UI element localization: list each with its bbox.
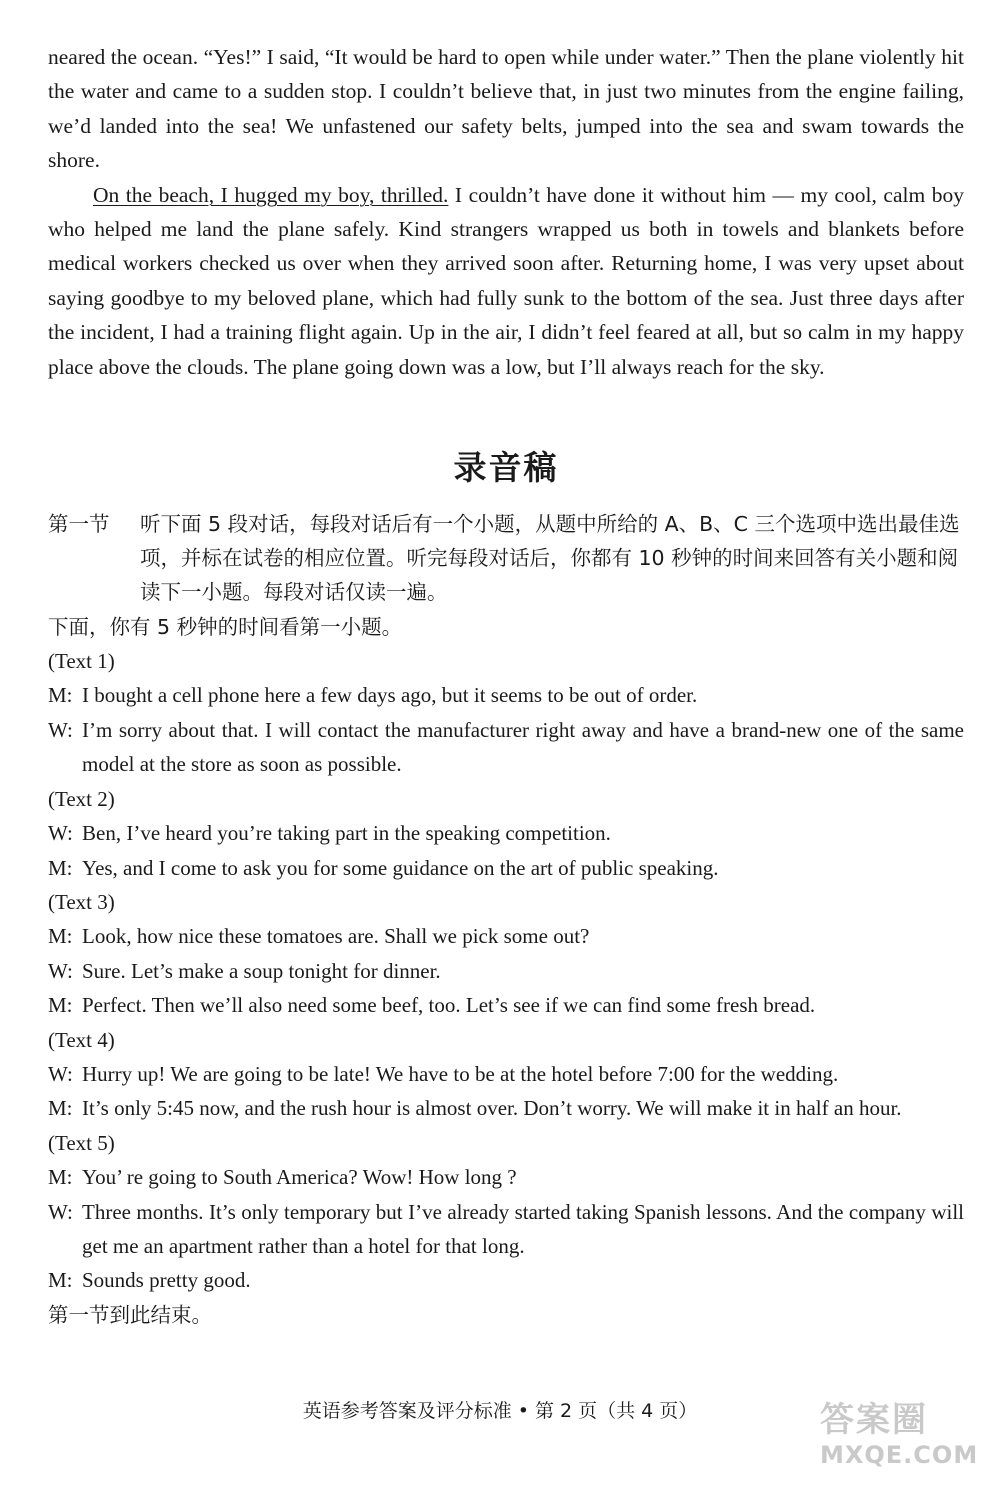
speaker-label: W: <box>48 958 73 983</box>
page-footer: 英语参考答案及评分标准 • 第 2 页（共 4 页） <box>302 1400 698 1422</box>
dialogue-line <box>48 851 964 885</box>
document-page <box>48 40 964 1332</box>
text-label: (Text 2) <box>48 786 115 811</box>
utterance-text: You’ re going to South America? Wow! How long ? <box>82 1165 517 1190</box>
speaker-label: M: <box>48 1165 73 1190</box>
text-label: (Text 4) <box>48 1027 115 1052</box>
speaker-label: M: <box>48 924 73 949</box>
story-paragraph-1: neared the ocean. “Yes!” I said, “It would be hard to open while under water.” Then the plane violently hit the water and came to a sudden stop. I couldn’t believe that, in just two minutes from the engine failing, we’d landed into the sea! We unfastened our safety belts, jumped into the sea and swam towards the shore. <box>48 45 964 173</box>
watermark-logo <box>820 1400 990 1480</box>
dialogue-line <box>48 1195 964 1264</box>
speaker-label: M: <box>48 855 73 880</box>
utterance-text: Hurry up! We are going to be late! We have to be at the hotel before 7:00 for the wedding. <box>82 1061 839 1086</box>
dialogue-line <box>48 1160 964 1194</box>
transcript-title: 录音稿 <box>453 448 559 488</box>
utterance-text: Perfect. Then we’ll also need some beef, too. Let’s see if we can find some fresh bread. <box>82 993 816 1018</box>
dialogue-line <box>48 919 964 953</box>
dialogue-line <box>48 816 964 850</box>
dialogue-line <box>48 1057 964 1091</box>
dialogue-line <box>48 954 964 988</box>
speaker-label: W: <box>48 1199 73 1224</box>
text-label: (Text 5) <box>48 1130 115 1155</box>
utterance-text: I’m sorry about that. I will contact the manufacturer right away and have a brand-new one of the same model at the store as soon as possible. <box>82 717 964 777</box>
utterance-text: Look, how nice these tomatoes are. Shall we pick some out? <box>82 924 590 949</box>
dialogue-line <box>48 713 964 782</box>
speaker-label: W: <box>48 717 73 742</box>
utterance-text: Yes, and I come to ask you for some guidance on the art of public speaking. <box>82 855 719 880</box>
speaker-label: M: <box>48 1096 73 1121</box>
section-end: 第一节到此结束。 <box>48 1302 212 1327</box>
utterance-text: Sounds pretty good. <box>82 1268 251 1293</box>
section-instructions-text: 听下面 5 段对话，每段对话后有一个小题，从题中所给的 A、B、C 三个选项中选出最佳选项，并标在试卷的相应位置。听完每段对话后，你都有 10 秒钟的时间来回答有关小题和阅读下一小题。每段对话仅读一遍。 <box>140 512 960 605</box>
watermark-top-text: 答案圈 <box>820 1400 928 1440</box>
utterance-text: Ben, I’ve heard you’re taking part in the speaking competition. <box>82 821 611 846</box>
utterance-text: I bought a cell phone here a few days ago, but it seems to be out of order. <box>82 683 698 708</box>
speaker-label: M: <box>48 993 73 1018</box>
underlined-sentence: On the beach, I hugged my boy, thrilled. <box>93 182 449 207</box>
speaker-label: M: <box>48 683 73 708</box>
section-instructions <box>48 507 964 610</box>
utterance-text: Sure. Let’s make a soup tonight for dinner. <box>82 958 441 983</box>
speaker-label: W: <box>48 821 73 846</box>
dialogue-line <box>48 988 964 1022</box>
prompt-line: 下面，你有 5 秒钟的时间看第一小题。 <box>48 614 403 639</box>
watermark-bottom-text: MXQE.COM <box>820 1441 979 1469</box>
utterance-text: It’s only 5:45 now, and the rush hour is almost over. Don’t worry. We will make it in half an hour. <box>82 1096 902 1121</box>
dialogue-line <box>48 1263 964 1297</box>
story-paragraph-2 <box>48 178 964 384</box>
speaker-label: M: <box>48 1268 73 1293</box>
story-paragraph-2-text: I couldn’t have done it without him — my cool, calm boy who helped me land the plane safely. Kind strangers wrapped us both in towels and blankets before medical workers checked us over when they arrived soon after. Returning home, I was very upset about saying goodbye to my beloved plane, which had fully sunk to the bottom of the sea. Just three days after the incident, I had a training flight again. Up in the air, I didn’t feel feared at all, but so calm in my happy place above the clouds. The plane going down was a low, but I’ll always reach for the sky. <box>48 182 964 379</box>
dialogue-line <box>48 1091 964 1125</box>
section-label: 第一节 <box>48 512 110 537</box>
utterance-text: Three months. It’s only temporary but I’ve already started taking Spanish lessons. And the company will get me an apartment rather than a hotel for that long. <box>82 1199 964 1258</box>
text-label: (Text 3) <box>48 889 115 914</box>
dialogue-line <box>48 678 964 712</box>
text-label: (Text 1) <box>48 649 115 674</box>
dialogue-list <box>48 644 964 1298</box>
speaker-label: W: <box>48 1061 73 1086</box>
